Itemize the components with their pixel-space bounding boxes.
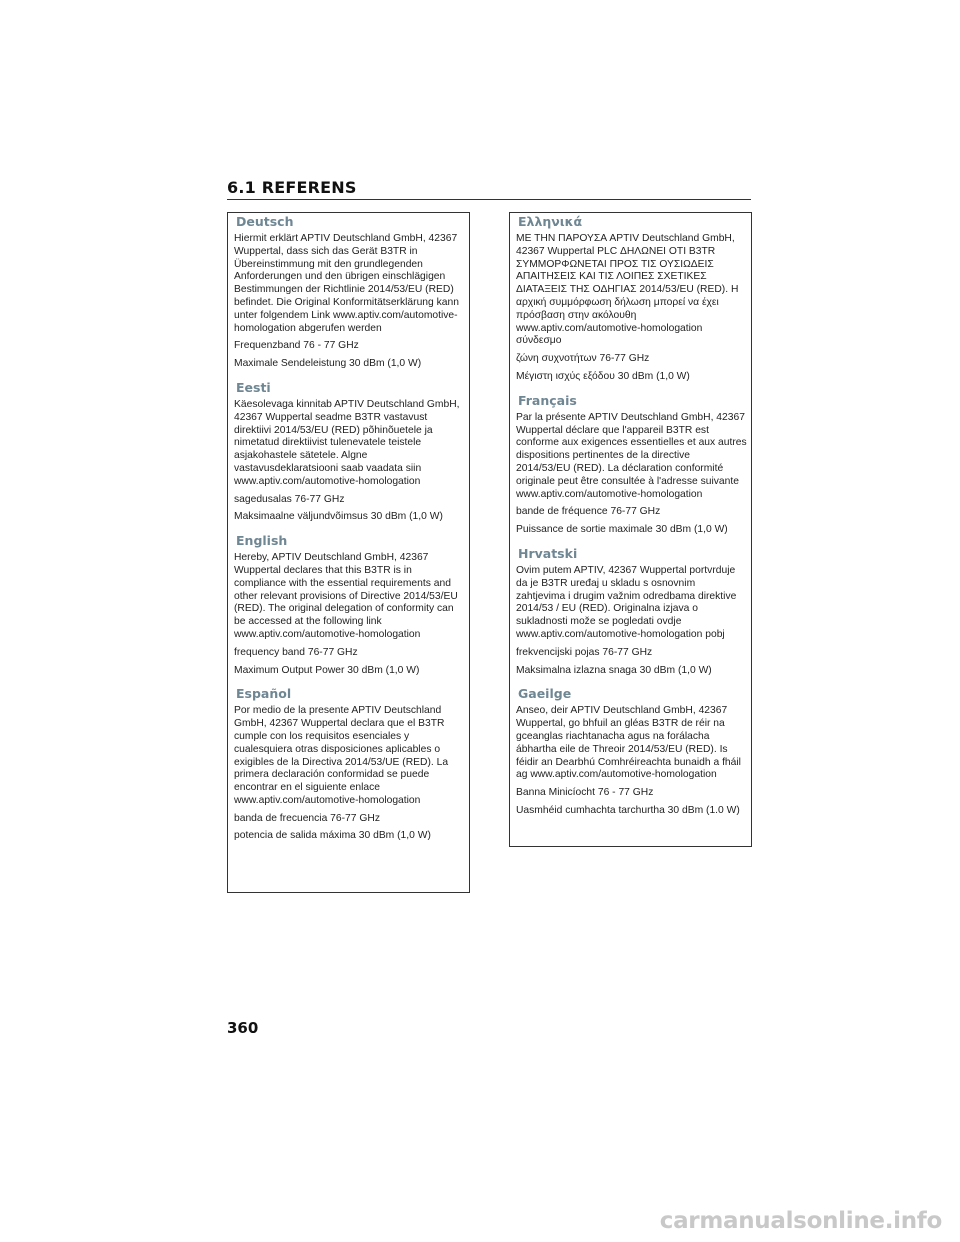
declaration-text: Anseo, deir APTIV Deutschland GmbH, 42367 Wuppertal, go bhfuil an gléas B3TR de réir na gceanglas riachtanacha agus na forálacha ábhartha eile de Threoir 2014/53/EU (RED). Is féidir an Dearbhú Comhréireachta bunaidh a fháil ag www.aptiv.com/automotive-homologation bbox=[516, 705, 741, 781]
language-title: Ελληνικά bbox=[518, 214, 583, 229]
max-output-power: Μέγιστη ισχύς εξόδου 30 dBm (1,0 W) bbox=[516, 370, 690, 382]
max-output-power: Maksimalna izlazna snaga 30 dBm (1,0 W) bbox=[516, 664, 712, 676]
frequency-band: Banna Minicíocht 76 - 77 GHz bbox=[516, 787, 654, 799]
declaration-text: Por medio de la presente APTIV Deutschland GmbH, 42367 Wuppertal declara que el B3TR cumple con los requisitos esenciales y cualesquiera otras disposiciones aplicables o exigibles de la Directiva 2014/53/UE (RED). La primera declaración conformidad se puede encontrar en el siguiente enlace www.aptiv.com/automotive-homologation bbox=[234, 705, 449, 806]
frequency-band: frekvencijski pojas 76-77 GHz bbox=[516, 646, 653, 658]
max-output-power: potencia de salida máxima 30 dBm (1,0 W) bbox=[234, 830, 431, 842]
language-block-gaeilge bbox=[516, 685, 747, 817]
language-block-hrvatski bbox=[516, 545, 747, 677]
language-title: Eesti bbox=[236, 379, 271, 395]
header-rule bbox=[227, 199, 751, 200]
left-language-box bbox=[227, 212, 470, 893]
declaration-text: Ovim putem APTIV, 42367 Wuppertal portvrduje da je B3TR uređaj u skladu s osnovnim zahtjevima i drugim važnim odredbama direktive 2014/53 / EU (RED). Originalna izjava o sukladnosti može se pogledati ovdje www.aptiv.com/automotive-homologation pobj bbox=[516, 564, 737, 640]
declaration-text: Hereby, APTIV Deutschland GmbH, 42367 Wuppertal declares that this B3TR is in compliance with the essential requirements and other relevant provisions of Directive 2014/53/EU (RED). The original delegation of conformity can be accessed at the following link www.aptiv.com/automotive-homologation bbox=[234, 552, 458, 640]
watermark: carmanualsonline.info bbox=[659, 1208, 942, 1234]
page-number: 360 bbox=[227, 1019, 259, 1037]
language-block-deutsch bbox=[234, 213, 465, 371]
declaration-text: Käesolevaga kinnitab APTIV Deutschland GmbH, 42367 Wuppertal seadme B3TR vastavust direktiivi 2014/53/EU (RED) põhinõuetele ja nimetatud direktiivist tulenevatele teistele asjakohastele sätetele. Algne vastavusdeklaratsiooni saab vaadata siin www.aptiv.com/automotive-homologation bbox=[234, 398, 460, 487]
frequency-band: frequency band 76-77 GHz bbox=[234, 646, 358, 658]
declaration-text: ΜΕ ΤΗΝ ΠΑΡΟΥΣΑ APTIV Deutschland GmbH, 42367 Wuppertal PLC ΔΗΛΩΝΕΙ ΟΤΙ B3TR ΣΥΜΜΟΡΦΩΝΕΤΑΙ ΠΡΟΣ ΤΙΣ ΟΥΣΙΩΔΕΙΣ ΑΠΑΙΤΗΣΕΙΣ ΚΑΙ ΤΙΣ ΛΟΙΠΕΣ ΣΧΕΤΙΚΕΣ ΔΙΑΤΑΞΕΙΣ ΤΗΣ ΟΔΗΓΙΑΣ 2014/53/EU (RED). Η αρχική συμμόρφωση δήλωση μπορεί να έχει πρόσβαση στην ακόλουθη www.aptiv.com/automotive-homologation σύνδεσμο bbox=[516, 233, 739, 347]
frequency-band: bande de fréquence 76-77 GHz bbox=[516, 506, 661, 518]
declaration-text: Par la présente APTIV Deutschland GmbH, 42367 Wuppertal déclare que l'appareil B3TR est conforme aux exigences essentielles et aux autres dispositions pertinentes de la directive 2014/53/EU (RED). La déclaration conformité originale peut être consultée à l'adresse suivante www.aptiv.com/automotive-homologation bbox=[516, 411, 747, 500]
language-title: Español bbox=[236, 686, 292, 702]
max-output-power: Maksimaalne väljundvõimsus 30 dBm (1,0 W) bbox=[234, 511, 443, 523]
language-title: Hrvatski bbox=[518, 545, 578, 561]
section-header: 6.1 REFERENS bbox=[227, 178, 357, 197]
max-output-power: Uasmhéid cumhachta tarchurtha 30 dBm (1.0 W) bbox=[516, 804, 740, 816]
frequency-band: ζώνη συχνοτήτων 76-77 GHz bbox=[516, 353, 650, 365]
right-language-box bbox=[509, 212, 752, 847]
language-title: Gaeilge bbox=[518, 686, 572, 702]
max-output-power: Puissance de sortie maximale 30 dBm (1,0 W) bbox=[516, 524, 728, 536]
frequency-band: sagedusalas 76-77 GHz bbox=[234, 493, 345, 505]
frequency-band: Frequenzband 76 - 77 GHz bbox=[234, 340, 359, 352]
max-output-power: Maximum Output Power 30 dBm (1,0 W) bbox=[234, 664, 420, 676]
language-block-espanol bbox=[234, 685, 465, 843]
language-block-eesti bbox=[234, 379, 465, 524]
language-title: Deutsch bbox=[236, 214, 294, 229]
language-title: Français bbox=[518, 392, 577, 408]
language-block-francais bbox=[516, 392, 747, 537]
language-block-greek bbox=[516, 213, 747, 384]
language-title: English bbox=[236, 533, 288, 549]
max-output-power: Maximale Sendeleistung 30 dBm (1,0 W) bbox=[234, 358, 422, 370]
declaration-text: Hiermit erklärt APTIV Deutschland GmbH, 42367 Wuppertal, dass sich das Gerät B3TR in Übereinstimmung mit den grundlegenden Anforderungen und den übrigen einschlägigen Bestimmungen der Richtlinie 2014/53/EU (RED) befindet. Die Original Konformitätserklärung kann unter folgendem Link www.aptiv.com/automotive-homologation abgerufen werden bbox=[234, 233, 459, 334]
language-block-english bbox=[234, 532, 465, 677]
frequency-band: banda de frecuencia 76-77 GHz bbox=[234, 812, 380, 824]
